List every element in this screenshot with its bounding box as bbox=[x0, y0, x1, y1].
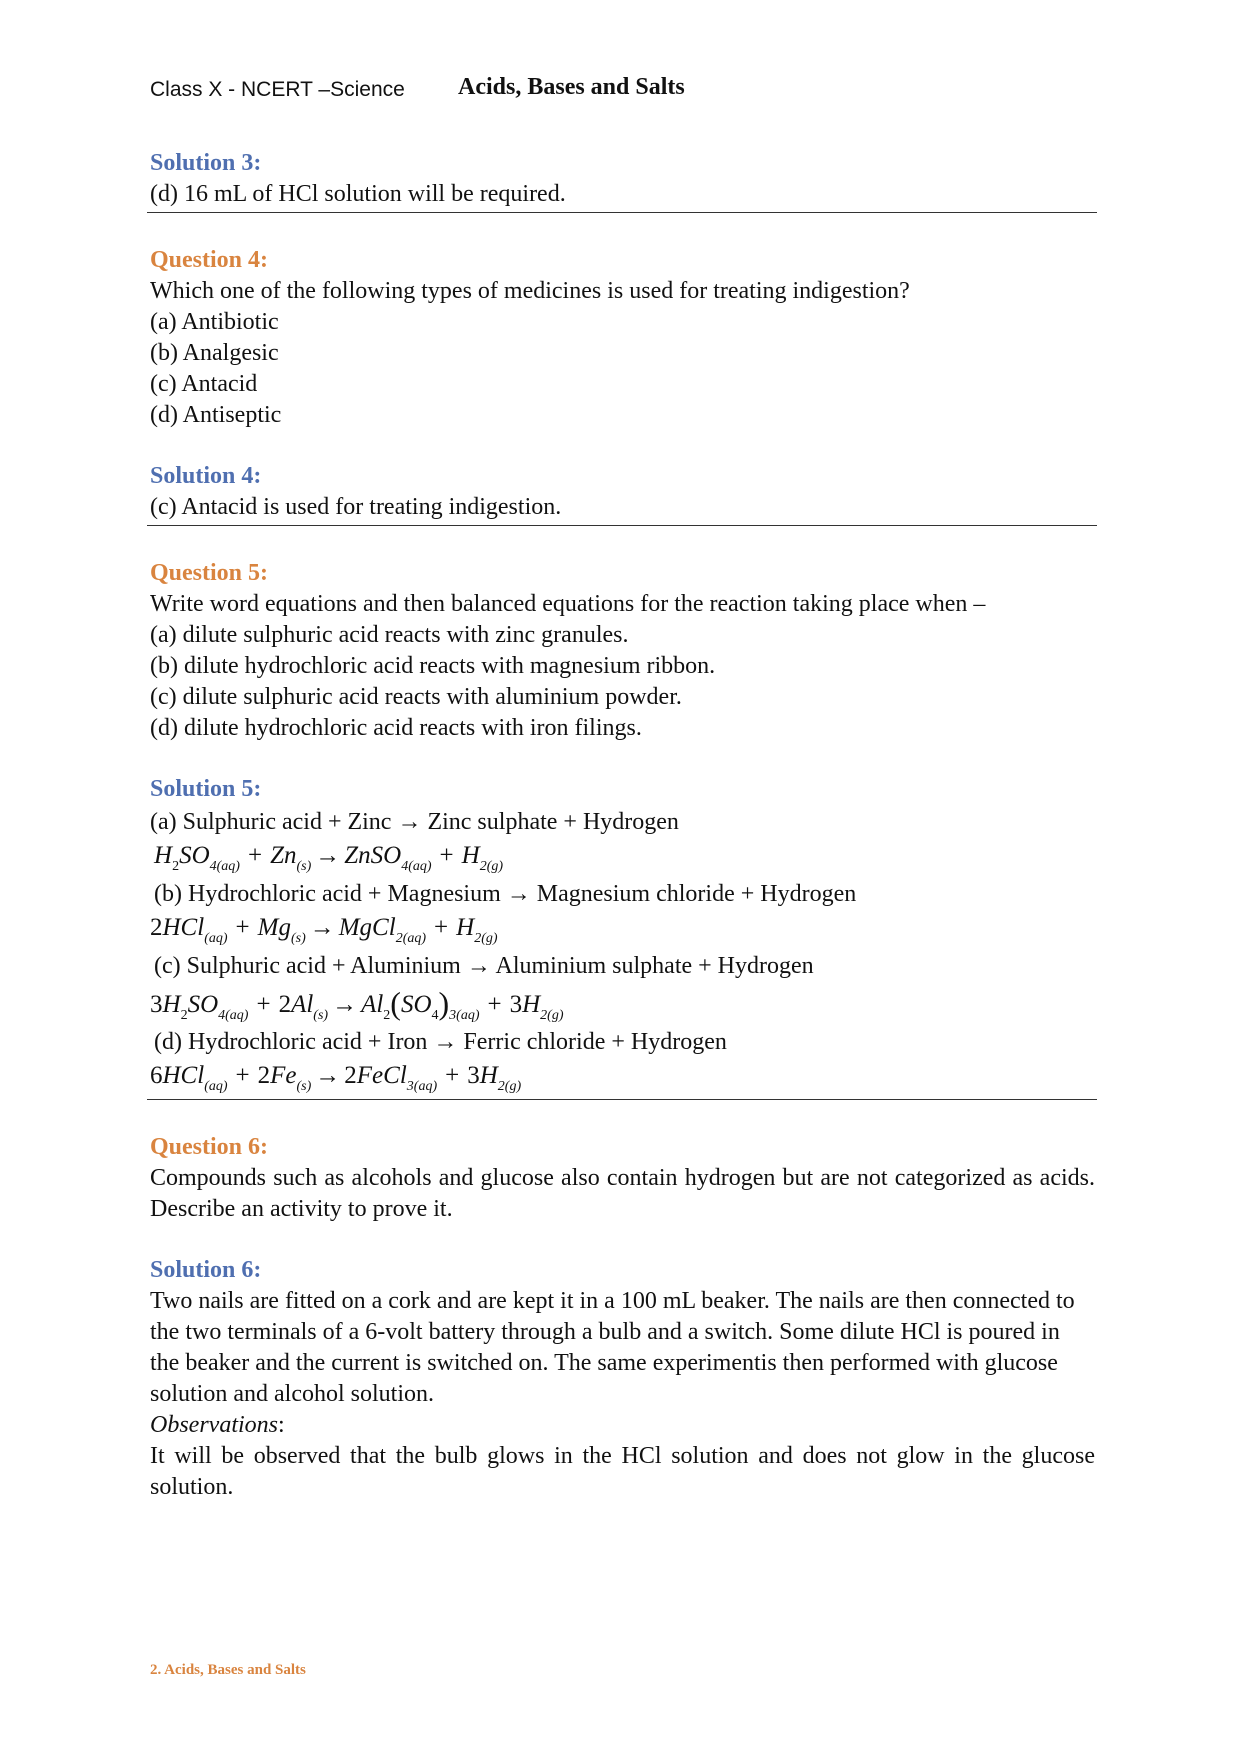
header-class: Class X - NCERT –Science bbox=[150, 78, 405, 101]
question-6-text: Compounds such as alcohols and glucose also contain hydrogen but are not categorized as acids. Describe an activity to prove it. bbox=[150, 1165, 1095, 1222]
balanced-equation-a: $H_2SO_{4(aq)} + Zn_{(s)}$ → ZnSO$_{4(aq)}$ + $H_{2(g)}$ bbox=[154, 842, 504, 874]
question-5-heading: Question 5: bbox=[150, 560, 269, 586]
solution-6-heading: Solution 6: bbox=[150, 1257, 262, 1283]
word-equation-a: (a) Sulphuric acid + Zinc → Zinc sulphate + Hydrogen bbox=[150, 809, 679, 835]
solution-4-text: (c) Antacid is used for treating indigestion. bbox=[150, 494, 562, 520]
page-footer: 2. Acids, Bases and Salts bbox=[150, 1662, 306, 1678]
solution-3-text: (d) 16 mL of HCl solution will be required. bbox=[150, 181, 566, 207]
question-5-text: Write word equations and then balanced equations for the reaction taking place when – bbox=[150, 591, 986, 617]
question-6-heading: Question 6: bbox=[150, 1134, 269, 1160]
question-5-option: (d) dilute hydrochloric acid reacts with iron filings. bbox=[150, 715, 642, 741]
question-5-option: (a) dilute sulphuric acid reacts with zinc granules. bbox=[150, 622, 629, 648]
observations-label: Observations: bbox=[150, 1412, 285, 1438]
balanced-equation-d: $6HCl_{(aq)} + 2Fe_{(s)}$ → 2FeCl$_{3(aq)}$ + $3H_{2(g)}$ bbox=[150, 1062, 522, 1094]
page-header bbox=[150, 74, 1100, 110]
solution-3-heading: Solution 3: bbox=[150, 150, 262, 176]
question-4-option: (d) Antiseptic bbox=[150, 402, 282, 428]
question-4-option: (a) Antibiotic bbox=[150, 309, 279, 335]
solution-6-text: Two nails are fitted on a cork and are kept it in a 100 mL beaker. The nails are then connected to the two terminals of a 6-volt battery through a bulb and a switch. Some dilute HCl is poured in the beaker and the current is switched on. The same experimentis then performed with glucose solution and alcohol solution. bbox=[150, 1288, 1075, 1407]
question-5-option: (b) dilute hydrochloric acid reacts with magnesium ribbon. bbox=[150, 653, 716, 679]
question-4-option: (c) Antacid bbox=[150, 371, 258, 397]
solution-4-heading: Solution 4: bbox=[150, 463, 262, 489]
page-content bbox=[150, 148, 1095, 1503]
header-chapter-title: Acids, Bases and Salts bbox=[458, 74, 685, 100]
question-4-heading: Question 4: bbox=[150, 247, 269, 273]
balanced-equation-c: $3H_2SO_{4(aq)} + 2Al_{(s)} \to Al_2(SO_4)_{3(aq)} + 3H_{2(g)}$ bbox=[150, 985, 564, 1023]
word-equation-b: (b) Hydrochloric acid + Magnesium → Magnesium chloride + Hydrogen bbox=[154, 881, 857, 907]
balanced-equation-b: $2HCl_{(aq)} + Mg_{(s)}$ → MgCl$_{2(aq)}$ + $H_{2(g)}$ bbox=[150, 914, 498, 946]
word-equation-c: (c) Sulphuric acid + Aluminium → Aluminium sulphate + Hydrogen bbox=[154, 953, 814, 979]
word-equation-d: (d) Hydrochloric acid + Iron → Ferric chloride + Hydrogen bbox=[154, 1029, 727, 1055]
question-4-option: (b) Analgesic bbox=[150, 340, 279, 366]
observations-text: It will be observed that the bulb glows in the HCl solution and does not glow in the glucose solution. bbox=[150, 1443, 1095, 1500]
solution-5-heading: Solution 5: bbox=[150, 776, 262, 802]
question-5-option: (c) dilute sulphuric acid reacts with aluminium powder. bbox=[150, 684, 682, 710]
question-4-text: Which one of the following types of medicines is used for treating indigestion? bbox=[150, 278, 910, 304]
